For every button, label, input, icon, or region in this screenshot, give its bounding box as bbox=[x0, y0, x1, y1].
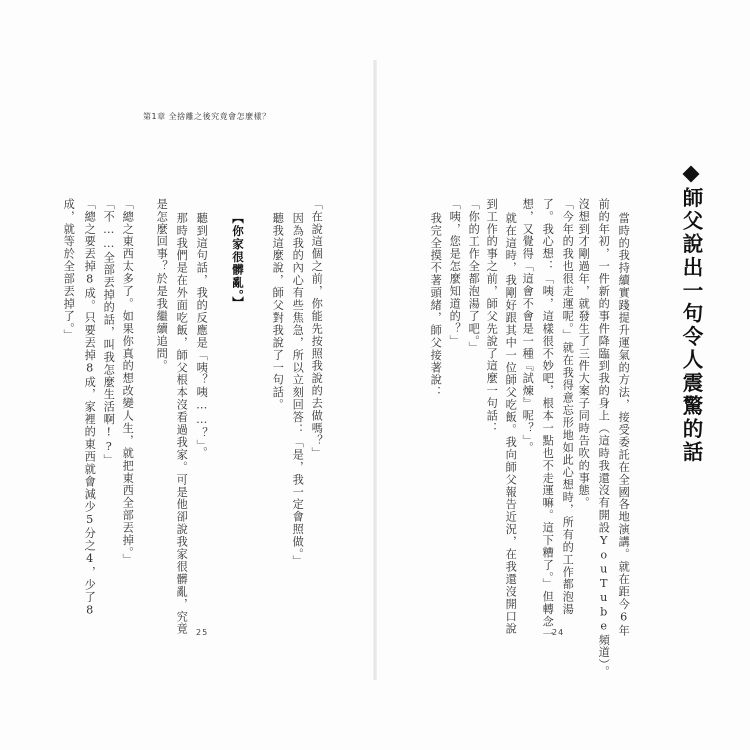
body-column: 想，又覺得「這會不會是一種『試煉』呢？」。 bbox=[521, 198, 535, 454]
section-heading-text: 師父說出一句令人震驚的話 bbox=[679, 187, 703, 465]
body-column: 是怎麼回事？於是我繼續追問。 bbox=[155, 198, 169, 373]
body-column: 了。我心想：「咦，這樣很不妙吧，根本一點也不走運嘛。這下糟了。」但轉念一 bbox=[541, 198, 555, 641]
body-column: 聽到這句話，我的反應是「咦？咦……？」。 bbox=[195, 212, 209, 459]
diamond-bullet-icon bbox=[682, 165, 700, 183]
dialogue-column: 「總之東西太多了。如果你真的想改變人生，就把東西全部丟掉。」 bbox=[121, 198, 135, 566]
body-column: 前的年初，一件新的事件降臨到我的身上（這時我還沒有開設YouTube頻道）。 bbox=[597, 198, 611, 679]
page-number-right: 24 bbox=[552, 628, 565, 637]
page-gutter bbox=[373, 60, 377, 680]
body-column: 「今年的我也很走運呢。」就在我得意忘形地如此心想時，所有的工作都泡湯 bbox=[561, 198, 575, 616]
dialogue-column: 「不……全部丟掉的話，叫我怎麼生活啊!?」 bbox=[102, 198, 116, 467]
page-number-left: 25 bbox=[196, 628, 209, 637]
dialogue-column: 成，就等於全部丟掉了。」 bbox=[62, 198, 76, 342]
dialogue-column: 「總之要丟掉8成。只要丟掉8成，家裡的東西就會減少5分之4，少了8 bbox=[83, 198, 97, 618]
body-column: 當時的我持續實踐提升運氣的方法，接受委託在全國各地演講。就在距今6年 bbox=[617, 212, 631, 638]
body-column: 因為我的內心有些焦急，所以立刻回答：「是，我一定會照做。」 bbox=[291, 212, 305, 568]
section-heading bbox=[676, 165, 706, 464]
body-column: 沒想到才剛過年，就發生了三件大案子同時告吹的事態。 bbox=[577, 198, 591, 510]
running-head: 第1章 全捨離之後究竟會怎麼樣？ bbox=[143, 112, 271, 121]
dialogue-column: 「你的工作全都泡湯了吧。」 bbox=[467, 198, 481, 355]
subheading: 【你家很髒亂。】 bbox=[231, 212, 245, 310]
body-column: 到工作的事之前，師父先說了這麼一句話： bbox=[485, 198, 499, 435]
body-column: 就在這時，我剛好跟其中一位師父吃飯。我向師父報告近況，在我還沒開口說 bbox=[504, 212, 518, 636]
body-column: 那時我們是在外面吃飯，師父根本沒看過我家。可是他卻說我家很髒亂，究竟 bbox=[175, 212, 189, 636]
dialogue-column: 「咦，您是怎麼知道的？」 bbox=[448, 198, 462, 348]
body-column: 聽我這麼說，師父對我說了一句話。 bbox=[271, 212, 285, 412]
dialogue-column: 「在說這個之前，你能先按照我說的去做嗎？」 bbox=[310, 198, 324, 460]
body-column: 我完全摸不著頭緒，師父接著說： bbox=[429, 212, 443, 399]
